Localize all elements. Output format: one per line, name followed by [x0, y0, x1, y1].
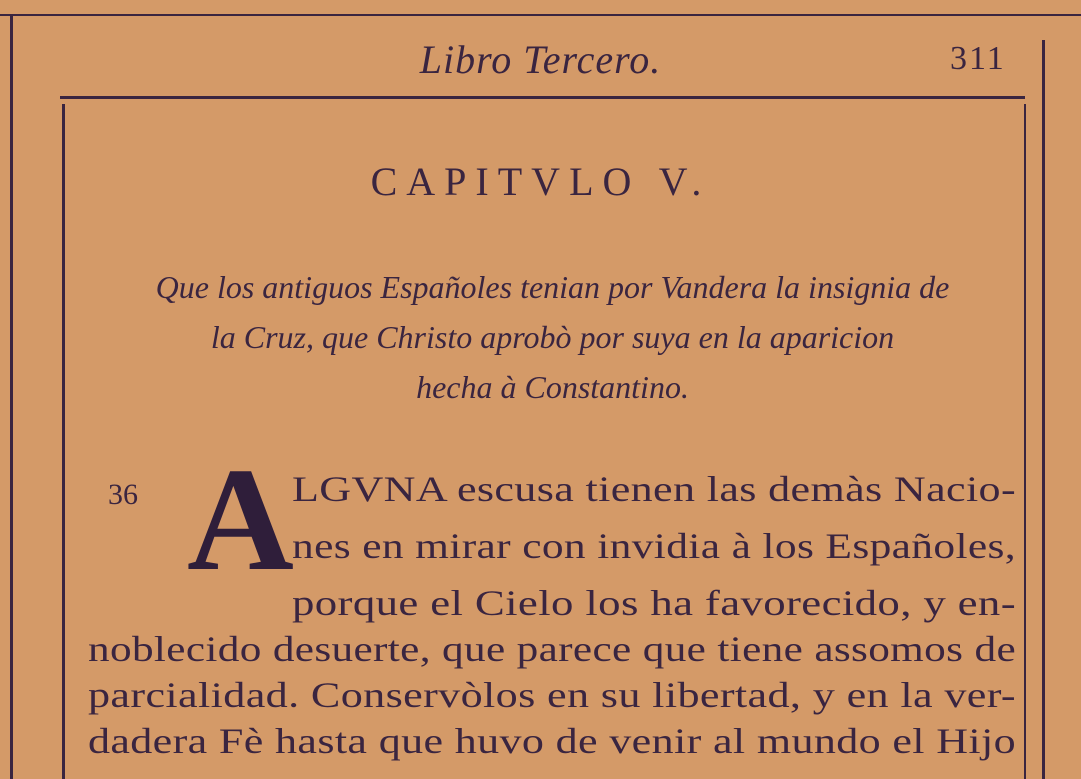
running-title: Libro Tercero.: [419, 37, 662, 82]
summary-line: hecha à Constantino.: [416, 369, 689, 405]
body-line: dadera Fè hasta que huvo de venir al mundo el Hijo: [88, 721, 1016, 761]
body-line: noblecido desuerte, que parece que tiene assomos de: [88, 629, 1016, 669]
chapter-summary: [80, 262, 1025, 412]
drop-cap-letter: A: [187, 438, 294, 602]
outer-border-right: [1042, 40, 1045, 779]
chapter-title: CAPITVLO V.: [370, 159, 711, 204]
header-rule: [60, 96, 1025, 99]
inner-border-right: [1024, 104, 1026, 779]
paragraph-number: 36: [108, 478, 138, 511]
outer-border-left: [10, 14, 13, 779]
body-line: parcialidad. Conservòlos en su libertad, y en la ver-: [88, 675, 1017, 715]
outer-border-top: [0, 14, 1081, 16]
summary-line: la Cruz, que Christo aprobò por suya en la aparicion: [210, 319, 895, 355]
body-line: nes en mirar con invidia à los Españoles,: [292, 526, 1016, 566]
summary-line: Que los antiguos Españoles tenian por Vandera la insignia de: [155, 269, 950, 305]
body-line: porque el Cielo los ha favorecido, y en-: [292, 583, 1016, 623]
inner-border-left: [62, 104, 65, 779]
page-number: 311: [950, 40, 1006, 77]
body-line: LGVNA escusa tienen las demàs Nacio-: [292, 469, 1017, 509]
